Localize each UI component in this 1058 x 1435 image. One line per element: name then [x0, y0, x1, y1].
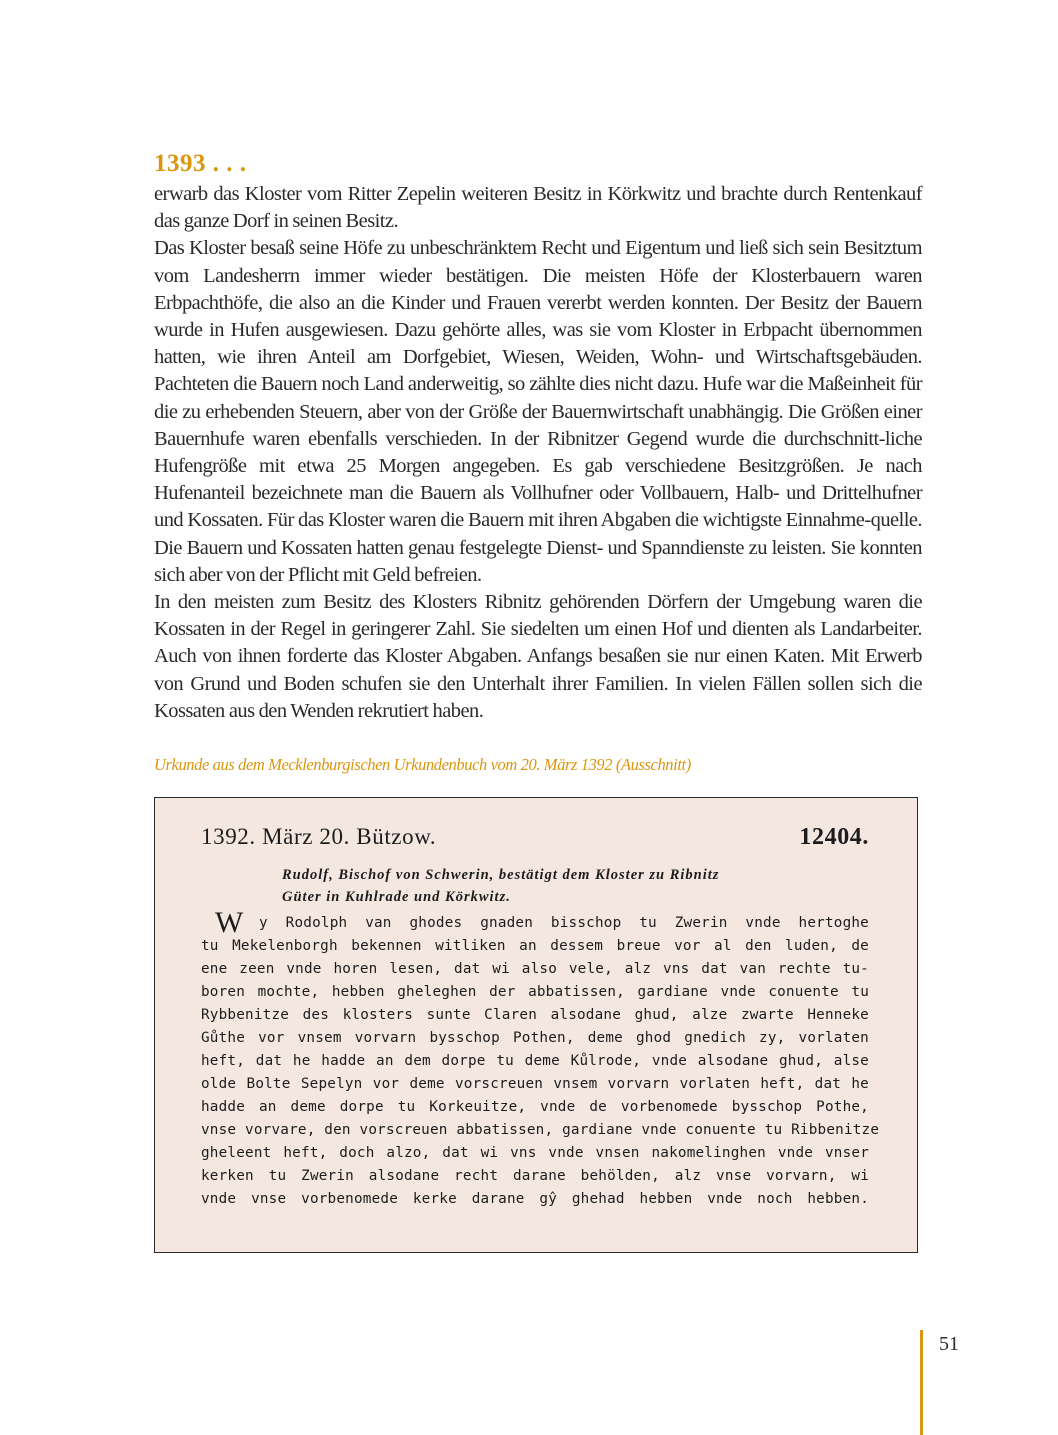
charter-line: Gůthe vor vnsem vorvarn bysschop Pothen, deme ghod gnedich zy, vorlaten [201, 1030, 869, 1046]
charter-number: 12404. [799, 824, 869, 850]
charter-line: ene zeen vnde horen lesen, dat wi also vele, alz vns dat van rechte tu- [201, 961, 869, 977]
charter-line: olde Bolte Sepelyn vor deme vorscreuen vnsem vorvarn vorlaten heft, dat he [201, 1076, 869, 1092]
charter-line: vnde vnse vorbenomede kerke darane gŷ ghehad hebben vnde noch hebben. [201, 1191, 869, 1207]
charter-summary-line: Rudolf, Bischof von Schwerin, bestätigt dem Kloster zu Ribnitz [282, 867, 720, 883]
charter-body [201, 912, 880, 1211]
body-text [154, 181, 922, 725]
charter-line: tu Mekelenborgh bekennen witliken an dessem breue vor al den luden, de [201, 938, 869, 954]
charter-line: hadde an deme dorpe tu Korkeuitze, vnde de vorbenomede bysschop Pothe, [201, 1099, 869, 1115]
section-heading: 1393 . . . [154, 150, 247, 177]
body-paragraph: Das Kloster besaß seine Höfe zu unbeschränktem Recht und Eigentum und ließ sich sein Besitztum vom Landesherrn immer wieder bestätigen. Die meisten Höfe der Klosterbauern waren Erbpachthöfe, die also an die Kinder und Frauen vererbt werden konnten. Der Besitz der Bauern wurde in Hufen ausgewiesen. Dazu gehörte alles, was sie vom Kloster in Erbpacht übernommen hatten, wie ihren Anteil am Dorfgebiet, Wiesen, Weiden, Wohn- und Wirtschaftsgebäuden. Pachteten die Bauern noch Land anderweitig, so zählte dies nicht dazu. Hufe war die Maßeinheit für die zu erhebenden Steuern, aber von der Größe der Bauernwirtschaft unabhängig. Die Größen einer Bauernhufe waren ebenfalls verschieden. In der Ribnitzer Gegend wurde die durchschnitt-liche Hufengröße mit etwa 25 Morgen angegeben. Es gab verschiedene Besitzgrößen. Je nach Hufenanteil bezeichnete man die Bauern als Vollhufner oder Vollbauern, Halb- und Drittelhufner und Kossaten. Für das Kloster waren die Bauern mit ihren Abgaben die wichtigste Einnahme-quelle. Die Bauern und Kossaten hatten genau festgelegte Dienst- und Spanndienste zu leisten. Sie konnten sich aber von der Pflicht mit Geld befreien. [154, 237, 922, 586]
charter-date-place: 1392. März 20. Bützow. [201, 824, 437, 849]
charter-line: heft, dat he hadde an dem dorpe tu deme Kůlrode, vnde alsodane ghud, alse [201, 1053, 869, 1069]
charter-line: gheleent heft, doch alzo, dat wi vns vnde vnsen nakomelinghen vnde vnser [201, 1145, 869, 1161]
charter-excerpt-image [154, 797, 918, 1253]
charter-initial-letter: W [215, 906, 243, 939]
body-paragraph: In den meisten zum Besitz des Klosters Ribnitz gehörenden Dörfern der Umgebung waren die Kossaten in der Regel in geringerer Zahl. Sie siedelten um einen Hof und dienten als Landarbeiter. Auch von ihnen forderte das Kloster Abgaben. Anfangs besaßen sie nur einen Katen. Mit Erwerb von Grund und Boden schufen sie den Unterhalt ihrer Familien. In vielen Fällen sollen sich die Kossaten aus den Wenden rekrutiert haben. [154, 591, 922, 722]
body-paragraph: erwarb das Kloster vom Ritter Zepelin weiteren Besitz in Körkwitz und brachte durch Rentenkauf das ganze Dorf in seinen Besitz. [154, 183, 922, 233]
charter-summary-line: Güter in Kuhlrade und Körkwitz. [282, 889, 511, 905]
charter-header [201, 824, 869, 858]
page-number: 51 [939, 1333, 959, 1355]
charter-line: boren mochte, hebben gheleghen der abbatissen, gardiane vnde conuente tu [201, 984, 869, 1000]
charter-line: kerken tu Zwerin alsodane recht darane behölden, alz vnse vorvarn, wi [201, 1168, 869, 1184]
charter-summary [282, 864, 871, 908]
charter-line: vnse vorvare, den vorscreuen abbatissen, gardiane vnde conuente tu Ribbenitze [201, 1122, 880, 1138]
charter-line: y Rodolph van ghodes gnaden bisschop tu Zwerin vnde hertoghe [259, 915, 869, 931]
page-number-rule [920, 1330, 923, 1435]
figure-caption: Urkunde aus dem Mecklenburgischen Urkundenbuch vom 20. März 1392 (Ausschnitt) [154, 755, 691, 774]
charter-line: Rybbenitze des klosters sunte Claren alsodane ghud, alze zwarte Henneke [201, 1007, 869, 1023]
